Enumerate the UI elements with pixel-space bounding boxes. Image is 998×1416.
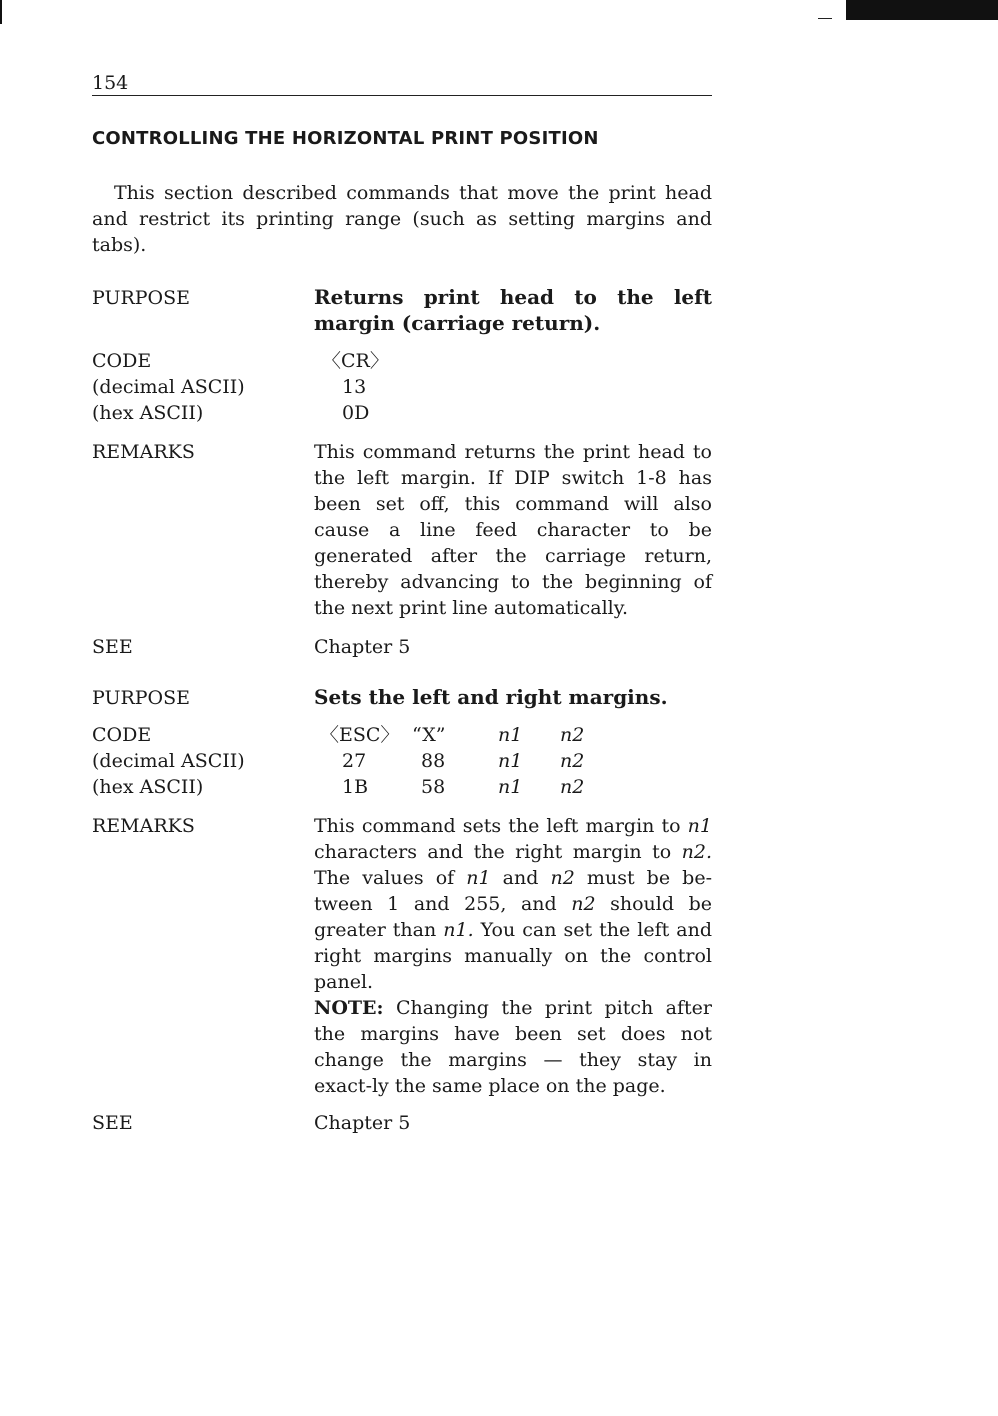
code-label: CODE xyxy=(92,350,152,372)
remarks-variable: n1 xyxy=(687,815,712,837)
section-heading: CONTROLLING THE HORIZONTAL PRINT POSITION xyxy=(92,128,599,149)
remarks-text xyxy=(314,813,712,1099)
hex-label: (hex ASCII) xyxy=(92,402,204,424)
decimal-cell: n2 xyxy=(560,750,585,772)
see-text: Chapter 5 xyxy=(314,1112,411,1134)
purpose-label: PURPOSE xyxy=(92,687,191,709)
remarks-variable: n1. xyxy=(443,919,474,941)
intro-paragraph: This section described commands that move the print head and restrict its printing range (such as setting margins and tabs). xyxy=(92,182,712,256)
code-cell: “X” xyxy=(412,724,446,746)
decimal-value: 13 xyxy=(342,376,367,398)
corner-dash xyxy=(818,18,832,19)
remarks-variable: n2. xyxy=(681,841,712,863)
note-text: Changing the print pitch after the margins have been set does not change the margins — they stay in exact-ly the same place on the page. xyxy=(314,997,712,1097)
header-rule xyxy=(92,95,712,96)
remarks-segment: characters and the right margin to xyxy=(314,841,682,863)
code-cell: n1 xyxy=(498,724,523,746)
remarks-segment: You can set the left and right margins manually on the control panel. xyxy=(314,919,712,993)
code-cell: n2 xyxy=(560,724,585,746)
decimal-cell: n1 xyxy=(498,750,523,772)
remarks-text: This command returns the print head to the left margin. If DIP switch 1-8 has been set off, this command will also cause a line feed character to be generated after the carriage return, thereby advancing to the beginning of the next print line automatically. xyxy=(314,441,712,619)
remarks-label: REMARKS xyxy=(92,441,195,463)
purpose-label: PURPOSE xyxy=(92,287,191,309)
hex-cell: n1 xyxy=(498,776,523,798)
remarks-segment: must be be-tween 1 and 255, and xyxy=(314,867,712,915)
hex-cell: n2 xyxy=(560,776,585,798)
decimal-row xyxy=(0,748,998,774)
remarks-segment: This command sets the left margin to xyxy=(314,815,688,837)
see-label: SEE xyxy=(92,1112,133,1134)
remarks-segment: The values of xyxy=(314,867,467,889)
see-label: SEE xyxy=(92,636,133,658)
code-value: 〈CR〉 xyxy=(322,350,389,372)
purpose-text: Returns print head to the left margin (carriage return). xyxy=(314,285,712,335)
decimal-label: (decimal ASCII) xyxy=(92,376,245,398)
note-label: NOTE: xyxy=(314,997,384,1019)
remarks-label: REMARKS xyxy=(92,815,195,837)
remarks-segment: and xyxy=(490,867,551,889)
edge-tick xyxy=(0,0,2,24)
hex-cell: 58 xyxy=(421,776,446,798)
code-label: CODE xyxy=(92,724,152,746)
remarks-variable: n1 xyxy=(466,867,491,889)
remarks-segment: should be greater than xyxy=(314,893,712,941)
hex-value: 0D xyxy=(342,402,370,424)
corner-bar xyxy=(846,0,998,20)
code-cell: 〈ESC〉 xyxy=(320,724,400,746)
decimal-label: (decimal ASCII) xyxy=(92,750,245,772)
hex-cell: 1B xyxy=(342,776,369,798)
hex-label: (hex ASCII) xyxy=(92,776,204,798)
page-number: 154 xyxy=(92,72,129,94)
decimal-cell: 27 xyxy=(342,750,367,772)
code-row xyxy=(0,722,998,748)
remarks-variable: n2 xyxy=(550,867,575,889)
remarks-variable: n2 xyxy=(571,893,596,915)
decimal-cell: 88 xyxy=(421,750,446,772)
purpose-text: Sets the left and right margins. xyxy=(314,685,668,709)
hex-row xyxy=(0,774,998,800)
see-text: Chapter 5 xyxy=(314,636,411,658)
